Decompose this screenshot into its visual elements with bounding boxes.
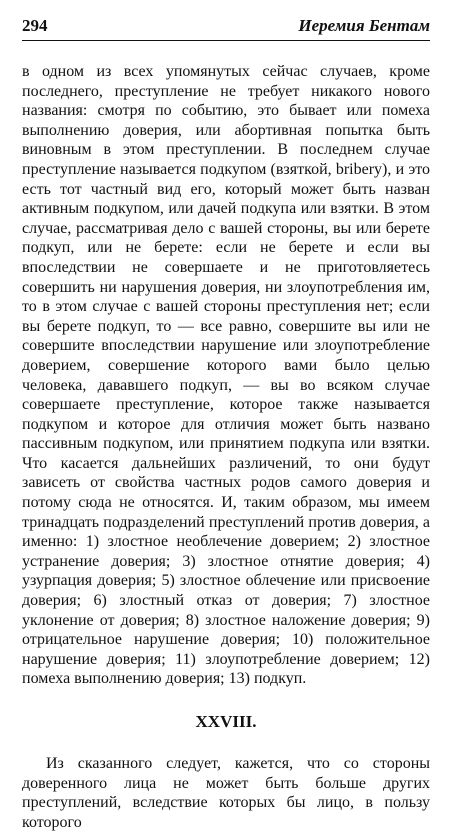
header-rule: [22, 40, 430, 41]
section-heading: XXVIII.: [195, 712, 257, 731]
paragraph: в одном из всех упомянутых сейчас случаев, кроме последнего, преступление не требует никакого нового названия: смотря по событию, это бывает или помеха выполнению доверия, или абортивная попытка быть виновным в этом преступлении. В последнем случае преступление называется подкупом (взяткой, bribery), и это есть тот частный вид его, который может быть назван активным подкупом, или дачей подкупа или взятки. В этом случае, рассматривая дело с вашей стороны, вы или берете подкуп, или не берете: если не берете и если вы впоследствии не совершаете и не приготовляетесь совершить ни нарушения доверия, ни злоупотребления им, то в этом случае с вашей стороны преступления нет; если вы берете подкуп, то — все равно, совершите вы или не совершите впоследствии нарушение или злоупотребление доверием, совершение которого вами было целью человека, дававшего подкуп, — вы во всяком случае совершаете преступление, которое также называется подкупом и которое для отличия может быть названо пассивным подкупом, или принятием подкупа или взятки. Что касается дальнейших различений, то они будут зависеть от свойства частных родов самого доверия и потому сюда не относятся. И, таким образом, мы имеем тринадцать подразделений преступлений против доверия, а именно: 1) злостное необлечение доверием; 2) злостное устранение доверия; 3) злостное отнятие доверия; 4) узурпация доверия; 5) злостное облечение или присвоение доверия; 6) злостный отказ от доверия; 7) злостное уклонение от доверия; 8) злостное наложение доверия; 9) отрицательное нарушение доверия; 10) положительное нарушение доверия; 11) злоупотребление доверием; 12) помеха выполнению доверия; 13) подкуп.: [22, 63, 430, 688]
running-title: Иеремия Бентам: [298, 16, 430, 35]
page-body: [22, 62, 430, 832]
page-number: 294: [22, 16, 48, 35]
paragraph: Из сказанного следует, кажется, что со стороны доверенного лица не может быть больше других преступлений, вследствие которых бы лицо, в пользу которого: [22, 755, 430, 831]
page-header: [22, 16, 430, 38]
